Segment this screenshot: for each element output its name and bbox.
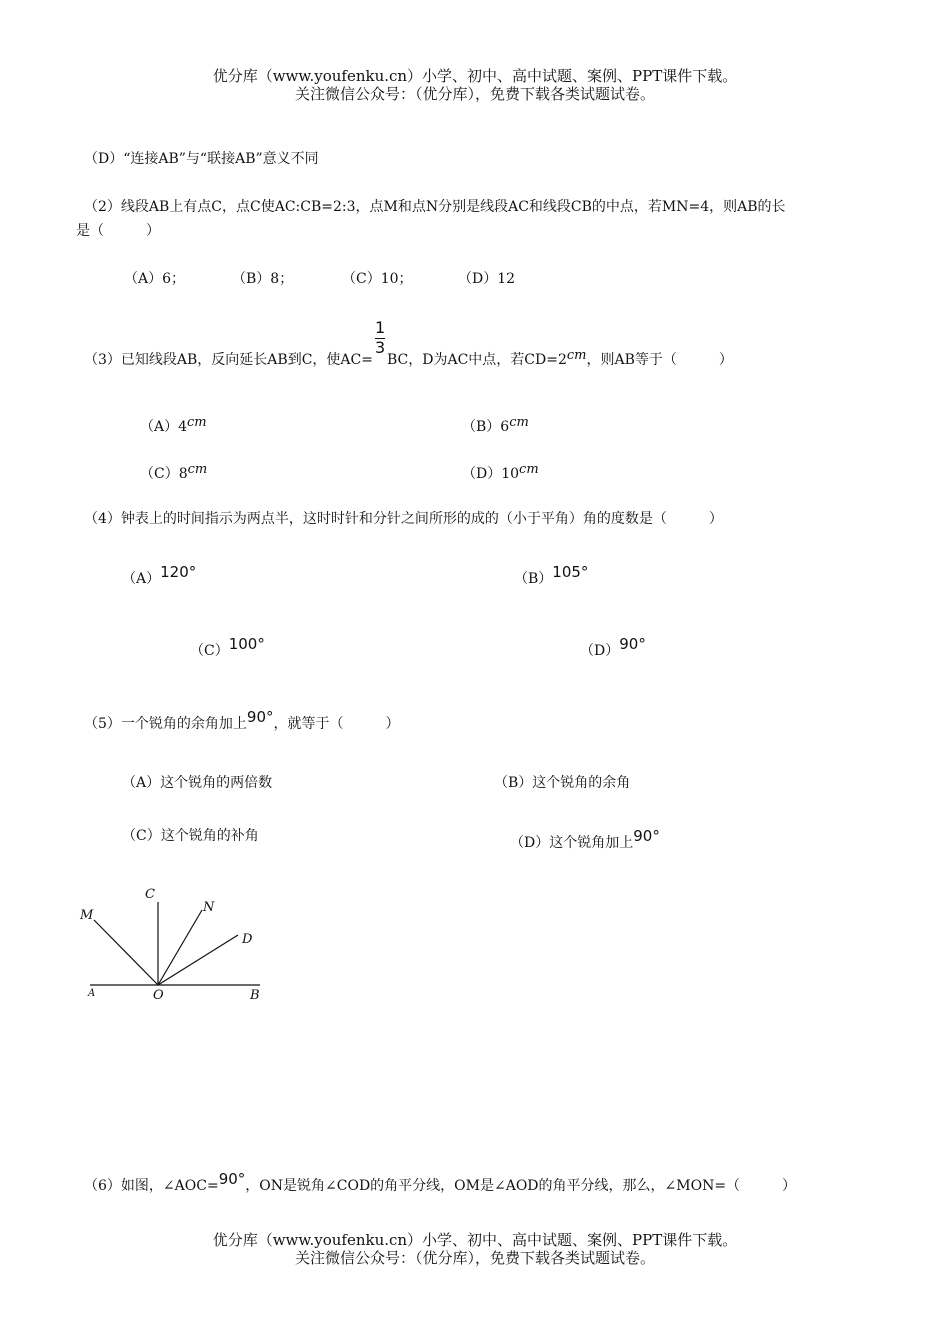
- q3-option-d-text: （D）10: [462, 466, 520, 482]
- q3-option-c-text: （C）8: [140, 466, 188, 482]
- ray-om: [94, 920, 158, 985]
- q3-stem-pre: （3）已知线段AB，反向延长AB到C，使AC=: [84, 352, 373, 368]
- angle-icon: ∠: [493, 1178, 506, 1194]
- q3-option-d: [462, 461, 539, 483]
- q5-option-d-value: 90°: [633, 827, 660, 845]
- q3-option-c: [140, 461, 207, 483]
- q4-option-d: [580, 635, 646, 660]
- angle-figure: [70, 880, 270, 1010]
- q4-option-b-label: （B）: [514, 571, 553, 587]
- q3-option-b-unit: cm: [509, 415, 529, 430]
- footer-line-2: 关注微信公众号：（优分库），免费下载各类试题试卷。: [294, 1249, 655, 1267]
- label-c: C: [145, 887, 155, 902]
- q3-option-a-text: （A）4: [140, 419, 188, 435]
- q3-option-d-unit: cm: [519, 462, 539, 477]
- q3-stem: [84, 318, 733, 369]
- q5-option-c: （C）这个锐角的补角: [122, 828, 259, 844]
- one-third-fraction: [373, 318, 387, 365]
- q5-stem: [84, 708, 400, 733]
- q4-option-c-value: 100°: [228, 635, 265, 653]
- angle-icon: ∠: [664, 1178, 677, 1194]
- label-m: M: [80, 908, 94, 923]
- q2-option-a: （A）6；: [124, 271, 186, 287]
- q3-option-b-text: （B）6: [462, 419, 510, 435]
- fraction-numerator: 1: [374, 318, 386, 337]
- q5-option-a: （A）这个锐角的两倍数: [122, 775, 273, 791]
- q2-stem-line-2: 是（ ）: [76, 223, 160, 239]
- q5-stem-value: 90°: [246, 708, 274, 726]
- label-b: B: [250, 988, 260, 1003]
- q3-option-c-unit: cm: [187, 462, 208, 477]
- q4-option-b: [514, 563, 588, 588]
- q3-option-a-unit: cm: [187, 415, 207, 430]
- q5-option-d-text: （D）这个锐角加上: [510, 835, 634, 851]
- header-line-2: 关注微信公众号：（优分库），免费下载各类试题试卷。: [294, 85, 655, 103]
- q5-option-d: [510, 827, 660, 852]
- q2-option-d: （D）12: [458, 271, 516, 287]
- q4-option-d-value: 90°: [619, 635, 646, 653]
- q2-option-b: （B）8；: [232, 271, 294, 287]
- header-line-1: 优分库（www.youfenku.cn）小学、初中、高中试题、案例、PPT课件下载。: [212, 67, 738, 85]
- q5-option-b: （B）这个锐角的余角: [494, 775, 631, 791]
- q6-cod: COD的角平分线，OM是: [336, 1178, 494, 1194]
- q3-unit: cm: [566, 348, 587, 363]
- q5-stem-pre: （5）一个锐角的余角加上: [84, 716, 247, 732]
- q3-stem-mid: BC，D为AC中点，若CD=2: [386, 352, 567, 368]
- label-n: N: [203, 900, 215, 915]
- q6-aoc: AOC=: [174, 1178, 219, 1194]
- q6-mon: MON=（ ）: [676, 1178, 797, 1194]
- q4-option-c-label: （C）: [190, 643, 229, 659]
- angle-icon: ∠: [162, 1178, 175, 1194]
- q6-stem: [84, 1170, 796, 1195]
- q4-option-b-value: 105°: [552, 563, 589, 581]
- label-o: O: [153, 988, 164, 1003]
- q1-option-d: （D）“连接AB”与“联接AB”意义不同: [84, 151, 319, 167]
- q6-value: 90°: [218, 1170, 246, 1188]
- footer-line-1: 优分库（www.youfenku.cn）小学、初中、高中试题、案例、PPT课件下载。: [212, 1231, 738, 1249]
- q6-mid: ，ON是锐角: [245, 1178, 326, 1194]
- q4-option-c: [190, 635, 265, 660]
- fraction-denominator: 3: [374, 338, 386, 357]
- label-d: D: [242, 932, 253, 947]
- q4-option-a-label: （A）: [122, 571, 161, 587]
- q3-stem-post: ，则AB等于（ ）: [586, 352, 733, 368]
- q5-stem-post: ，就等于（ ）: [273, 716, 400, 732]
- q4-option-a: [122, 563, 196, 588]
- q6-aod: AOD的角平分线，那么，: [505, 1178, 665, 1194]
- label-a: A: [88, 988, 96, 999]
- angle-icon: ∠: [325, 1178, 337, 1194]
- q3-option-a: [140, 414, 207, 436]
- q4-option-a-value: 120°: [160, 563, 197, 581]
- q4-stem: （4）钟表上的时间指示为两点半，这时时针和分针之间所形的成的（小于平角）角的度数是（ ）: [84, 511, 723, 527]
- ray-od: [158, 935, 238, 985]
- q6-pre: （6）如图，: [84, 1178, 163, 1194]
- q2-option-c: （C）10；: [342, 271, 413, 287]
- q4-option-d-label: （D）: [580, 643, 620, 659]
- ray-on: [158, 910, 202, 985]
- q2-stem-line-1: （2）线段AB上有点C，点C使AC:CB=2:3，点M和点N分别是线段AC和线段CB的中点，若MN=4，则AB的长: [84, 199, 786, 215]
- q3-option-b: [462, 414, 529, 436]
